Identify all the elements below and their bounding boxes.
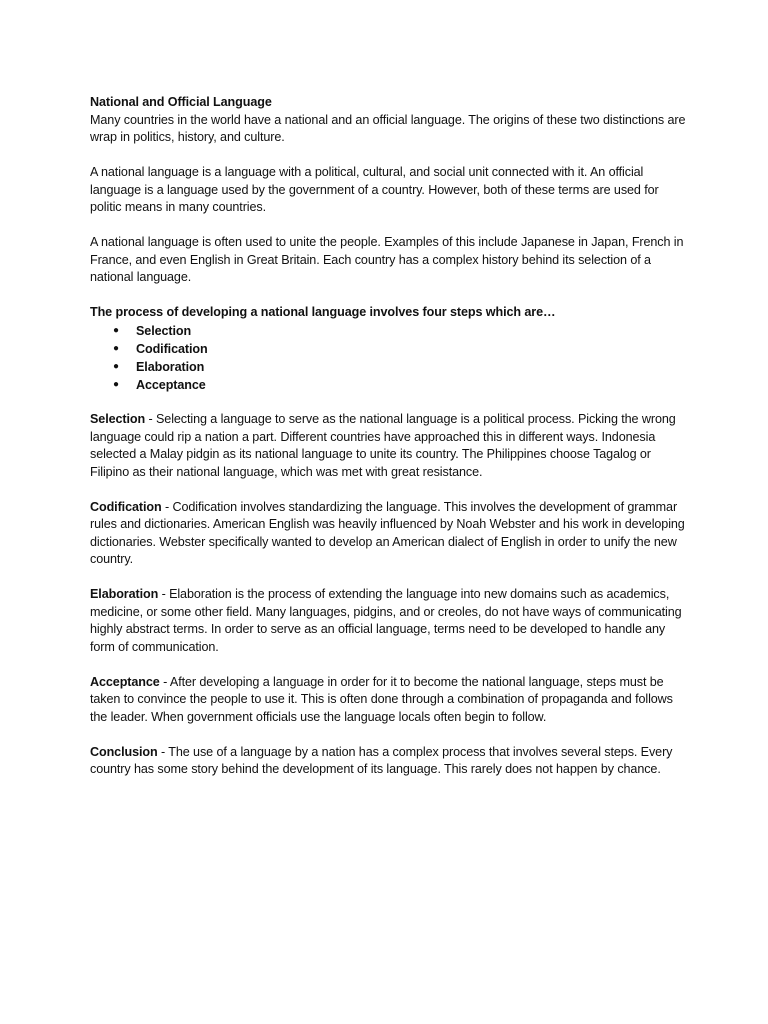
section-text: - Codification involves standardizing the language. This involves the development of grammar rules and dictionaries. American English was heavily influenced by Noah Webster and his work in developing dictionaries. Webster specifically wanted to develop an American dialect of English in order to unify the new country.	[90, 499, 685, 566]
section-selection	[90, 411, 690, 481]
section-conclusion	[90, 744, 690, 779]
section-term: Selection	[90, 412, 146, 426]
bullet-icon: ●	[113, 378, 119, 390]
bullet-icon: ●	[113, 360, 119, 372]
section-codification	[90, 499, 690, 569]
section-acceptance	[90, 674, 690, 727]
step-label: Selection	[136, 323, 192, 338]
section-text: - Selecting a language to serve as the national language is a political process. Picking the wrong language could rip a nation a part. Different countries have approached this in different ways. Indonesia selected a Malay pidgin as its national language to unite its country. The Philippines choose Tagalog or Filipino as their national language, which was met with great resistance.	[90, 412, 676, 479]
section-elaboration	[90, 586, 690, 656]
document-page	[90, 94, 690, 779]
section-term: Conclusion	[90, 744, 158, 759]
section-term: Elaboration	[90, 587, 159, 601]
steps-list	[90, 322, 690, 394]
document-heading: National and Official Language	[90, 95, 272, 109]
bullet-icon: ●	[113, 324, 119, 336]
bullet-icon: ●	[113, 342, 119, 354]
examples-paragraph: A national language is often used to unite the people. Examples of this include Japanese in Japan, French in France, and even English in Great Britain. Each country has a complex history behind its selection of a national language.	[90, 235, 684, 284]
step-label: Acceptance	[136, 377, 206, 392]
list-item	[90, 340, 690, 358]
step-label: Elaboration	[136, 359, 205, 374]
list-item	[90, 376, 690, 394]
step-label: Codification	[136, 341, 208, 356]
list-item	[90, 322, 690, 340]
section-term: Acceptance	[90, 674, 160, 689]
section-text: - Elaboration is the process of extending the language into new domains such as academics, medicine, or some other field. Many languages, pidgins, and or creoles, do not have ways of communicating highly abstract terms. In order to serve as an official language, terms need to be developed to handle any form of communication.	[90, 587, 682, 654]
definitions-paragraph: A national language is a language with a political, cultural, and social unit connected with it. An official language is a language used by the government of a country. However, both of these terms are used for politic means in many countries.	[90, 165, 659, 214]
section-text: - After developing a language in order for it to become the national language, steps must be taken to convince the people to use it. This is often done through a combination of propaganda and follows the leader. When government officials use the language locals often begin to follow.	[90, 674, 673, 724]
process-heading: The process of developing a national language involves four steps which are…	[90, 305, 556, 319]
intro-paragraph: Many countries in the world have a national and an official language. The origins of these two distinctions are wrap in politics, history, and culture.	[90, 112, 686, 144]
list-item	[90, 358, 690, 376]
section-text: - The use of a language by a nation has a complex process that involves several steps. Every country has some story behind the development of its language. This rarely does not happen by chance.	[90, 744, 673, 776]
section-term: Codification	[90, 499, 162, 514]
